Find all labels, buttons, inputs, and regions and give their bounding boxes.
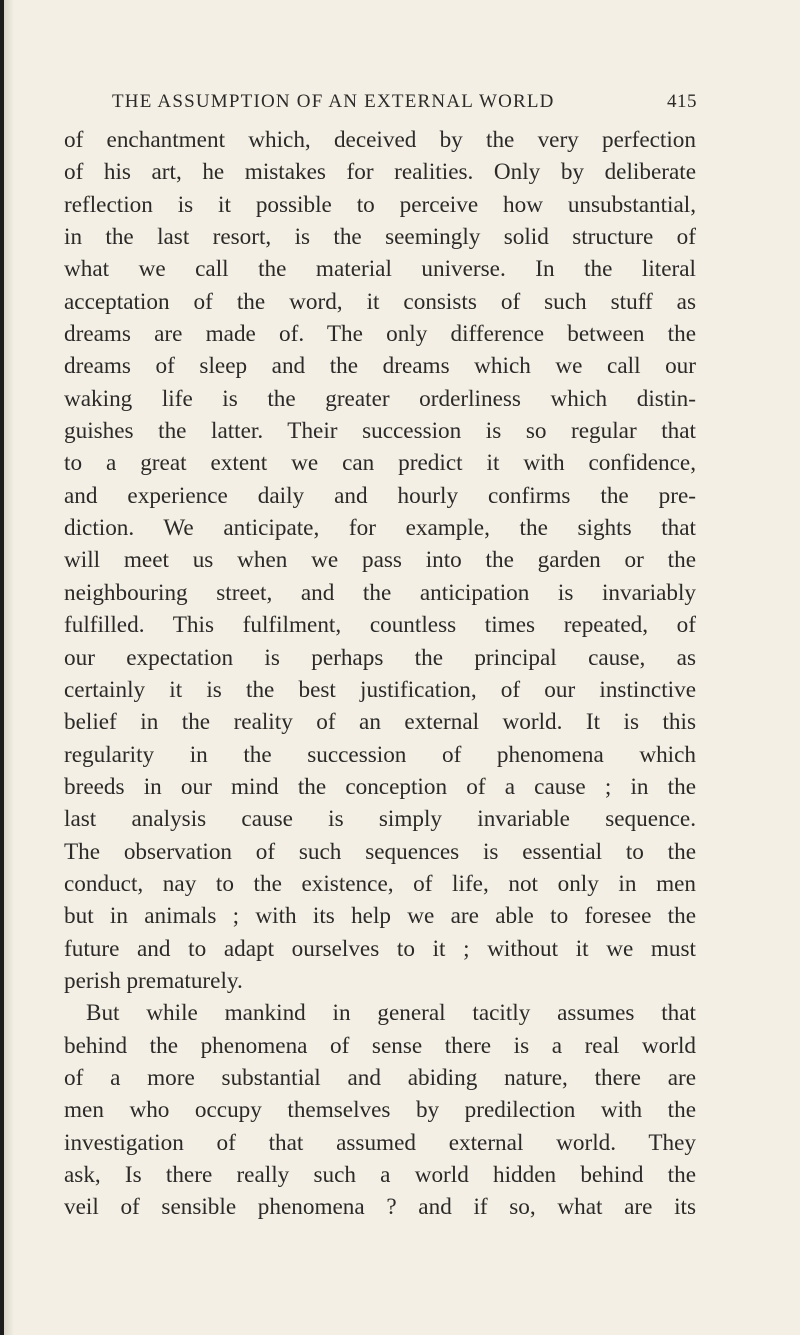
- text-line: veil of sensible phenomena ? and if so, what are its: [64, 1194, 696, 1221]
- page-binding-shadow: [4, 0, 14, 1335]
- text-line: waking life is the greater orderliness which distin-: [64, 385, 696, 412]
- text-line: of a more substantial and abiding nature, there are: [64, 1064, 696, 1091]
- running-head: [112, 87, 697, 117]
- text-line: behind the phenomena of sense there is a real world: [64, 1032, 696, 1059]
- text-line-paragraph-start: But while mankind in general tacitly assumes that: [86, 1000, 696, 1027]
- text-line: ask, Is there really such a world hidden behind the: [64, 1162, 696, 1188]
- text-line: our expectation is perhaps the principal cause, as: [64, 644, 696, 671]
- text-line: and experience daily and hourly confirms the pre-: [64, 482, 696, 509]
- text-line: what we call the material universe. In the literal: [64, 256, 696, 283]
- text-line: neighbouring street, and the anticipation is invariably: [64, 579, 696, 606]
- text-line: men who occupy themselves by predilection with the: [64, 1097, 696, 1124]
- text-line: belief in the reality of an external world. It is this: [64, 709, 696, 736]
- text-line: in the last resort, is the seemingly solid structure of: [64, 224, 696, 251]
- text-line: reflection is it possible to perceive how unsubstantial,: [64, 191, 696, 218]
- text-line: certainly it is the best justification, of our instinctive: [64, 676, 696, 703]
- text-line: future and to adapt ourselves to it ; without it we must: [64, 935, 696, 962]
- text-line-paragraph-end: perish prematurely.: [64, 967, 243, 994]
- text-line: breeds in our mind the conception of a cause ; in the: [64, 773, 696, 800]
- text-line: will meet us when we pass into the garden or the: [64, 547, 696, 574]
- text-line: to a great extent we can predict it with confidence,: [64, 450, 696, 477]
- text-line: investigation of that assumed external world. They: [64, 1129, 696, 1156]
- text-line: regularity in the succession of phenomena which: [64, 741, 696, 768]
- text-line: acceptation of the word, it consists of such stuff as: [64, 288, 696, 315]
- text-line: of enchantment which, deceived by the very perfection: [64, 127, 696, 153]
- page-number: 415: [667, 91, 697, 112]
- text-line: but in animals ; with its help we are able to foresee the: [64, 903, 696, 930]
- text-line: of his art, he mistakes for realities. Only by deliberate: [64, 159, 696, 186]
- text-line: guishes the latter. Their succession is so regular that: [64, 418, 696, 445]
- text-line: conduct, nay to the existence, of life, not only in men: [64, 870, 696, 897]
- body-text: [64, 124, 696, 1224]
- running-head-title: THE ASSUMPTION OF AN EXTERNAL WORLD: [112, 91, 555, 112]
- text-line: dreams are made of. The only difference between the: [64, 321, 696, 348]
- text-line: fulfilled. This fulfilment, countless times repeated, of: [64, 612, 696, 639]
- text-line: dreams of sleep and the dreams which we call our: [64, 353, 696, 380]
- text-line: last analysis cause is simply invariable sequence.: [64, 806, 696, 833]
- text-line: The observation of such sequences is essential to the: [64, 838, 696, 865]
- text-line: diction. We anticipate, for example, the sights that: [64, 515, 696, 542]
